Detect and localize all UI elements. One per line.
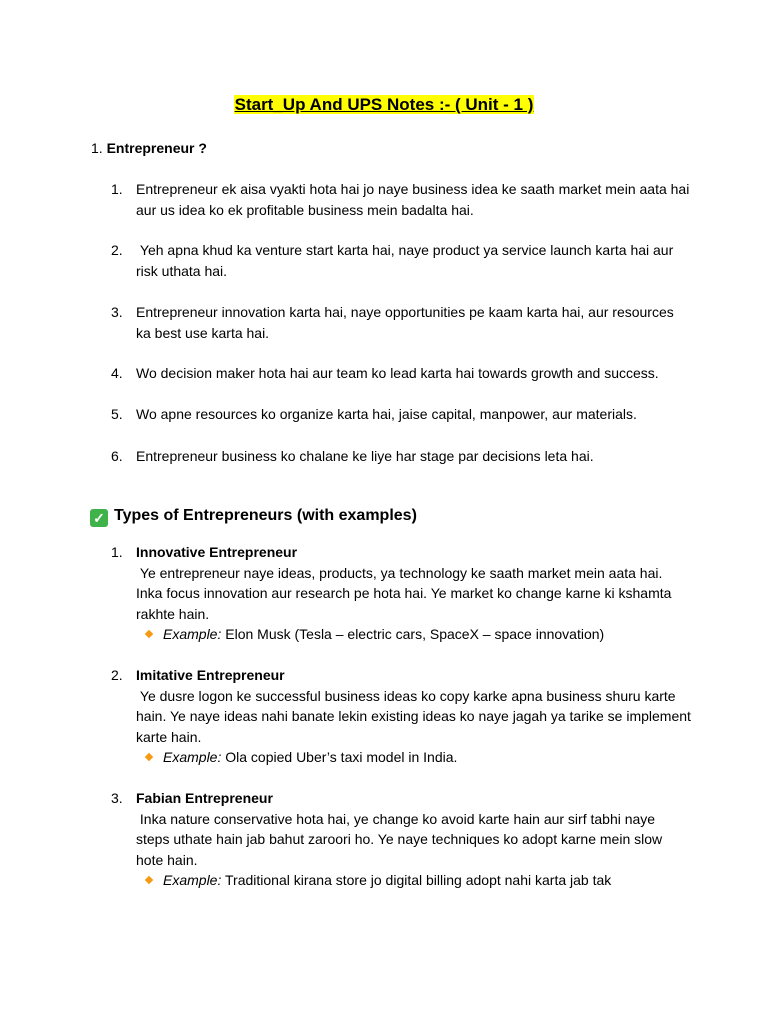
list-item-text: Entrepreneur ek aisa vyakti hota hai jo naye business idea ke saath market mein aata hai aur us idea ko ek profitable business mein badalta hai. [136, 181, 690, 218]
list-item [111, 446, 691, 467]
type-item-number: 2. [111, 667, 123, 683]
list-item-text: Wo apne resources ko organize karta hai, jaise capital, manpower, aur materials. [136, 406, 637, 422]
type-item [111, 788, 691, 891]
example-line [136, 747, 691, 768]
example-label: Example: [163, 872, 222, 889]
list-item [111, 302, 691, 343]
page-title [0, 93, 768, 117]
list-item-number: 2. [111, 242, 123, 258]
example-label: Example: [163, 749, 222, 766]
type-item [111, 665, 695, 768]
question-heading [91, 138, 207, 159]
section-heading [90, 505, 417, 527]
list-item-number: 3. [111, 304, 123, 320]
diamond-bullet-icon [145, 630, 153, 638]
question-label: Entrepreneur ? [106, 140, 207, 156]
type-description: Inka nature conservative hota hai, ye change ko avoid karte hain aur sirf tabhi naye steps uthate hain jab bahut zaroori ho. Ye naye techniques ko adopt karne mein slow hote hain. [136, 810, 667, 868]
list-item-number: 5. [111, 406, 123, 422]
list-item [111, 179, 691, 220]
question-number: 1. [91, 140, 103, 156]
example-line [136, 624, 691, 645]
list-item [111, 404, 691, 425]
list-item-text: Wo decision maker hota hai aur team ko lead karta hai towards growth and success. [136, 365, 659, 381]
type-name: Imitative Entrepreneur [136, 667, 285, 683]
list-item-text: Entrepreneur business ko chalane ke liye har stage par decisions leta hai. [136, 448, 594, 464]
list-item-number: 1. [111, 181, 123, 197]
example-text: Ola copied Uber’s taxi model in India. [221, 749, 458, 766]
example-line [136, 870, 691, 891]
type-item-number: 3. [111, 790, 123, 806]
example-text: Elon Musk (Tesla – electric cars, SpaceX – space innovation) [221, 626, 605, 643]
check-mark-icon: ✓ [90, 509, 108, 527]
type-description: Ye dusre logon ke successful business ideas ko copy karke apna business shuru karte hain. Ye naye ideas nahi banate lekin existing ideas ko naye jagah ya tarike se implement karte hain. [136, 687, 695, 745]
type-item [111, 542, 691, 645]
list-item-text: Yeh apna khud ka venture start karta hai, naye product ya service launch karta hai aur risk uthata hai. [136, 242, 678, 279]
list-item [111, 363, 691, 384]
example-text: Traditional kirana store jo digital billing adopt nahi karta jab tak [221, 872, 612, 889]
list-item-number: 4. [111, 365, 123, 381]
type-description: Ye entrepreneur naye ideas, products, ya technology ke saath market mein aata hai. Inka focus innovation aur research pe hota hai. Ye market ko change karne ki kshamta rakhte hain. [136, 564, 676, 622]
list-item-number: 6. [111, 448, 123, 464]
page-title-text: Start_Up And UPS Notes :- ( Unit - 1 ) [234, 95, 534, 114]
example-label: Example: [163, 626, 222, 643]
section-heading-text: Types of Entrepreneurs (with examples) [114, 507, 417, 524]
diamond-bullet-icon [145, 876, 153, 884]
type-name: Innovative Entrepreneur [136, 544, 298, 560]
list-item-text: Entrepreneur innovation karta hai, naye opportunities pe kaam karta hai, aur resources ka best use karta hai. [136, 304, 674, 341]
list-item [111, 240, 691, 281]
type-item-number: 1. [111, 544, 123, 560]
diamond-bullet-icon [145, 753, 153, 761]
type-name: Fabian Entrepreneur [136, 790, 273, 806]
